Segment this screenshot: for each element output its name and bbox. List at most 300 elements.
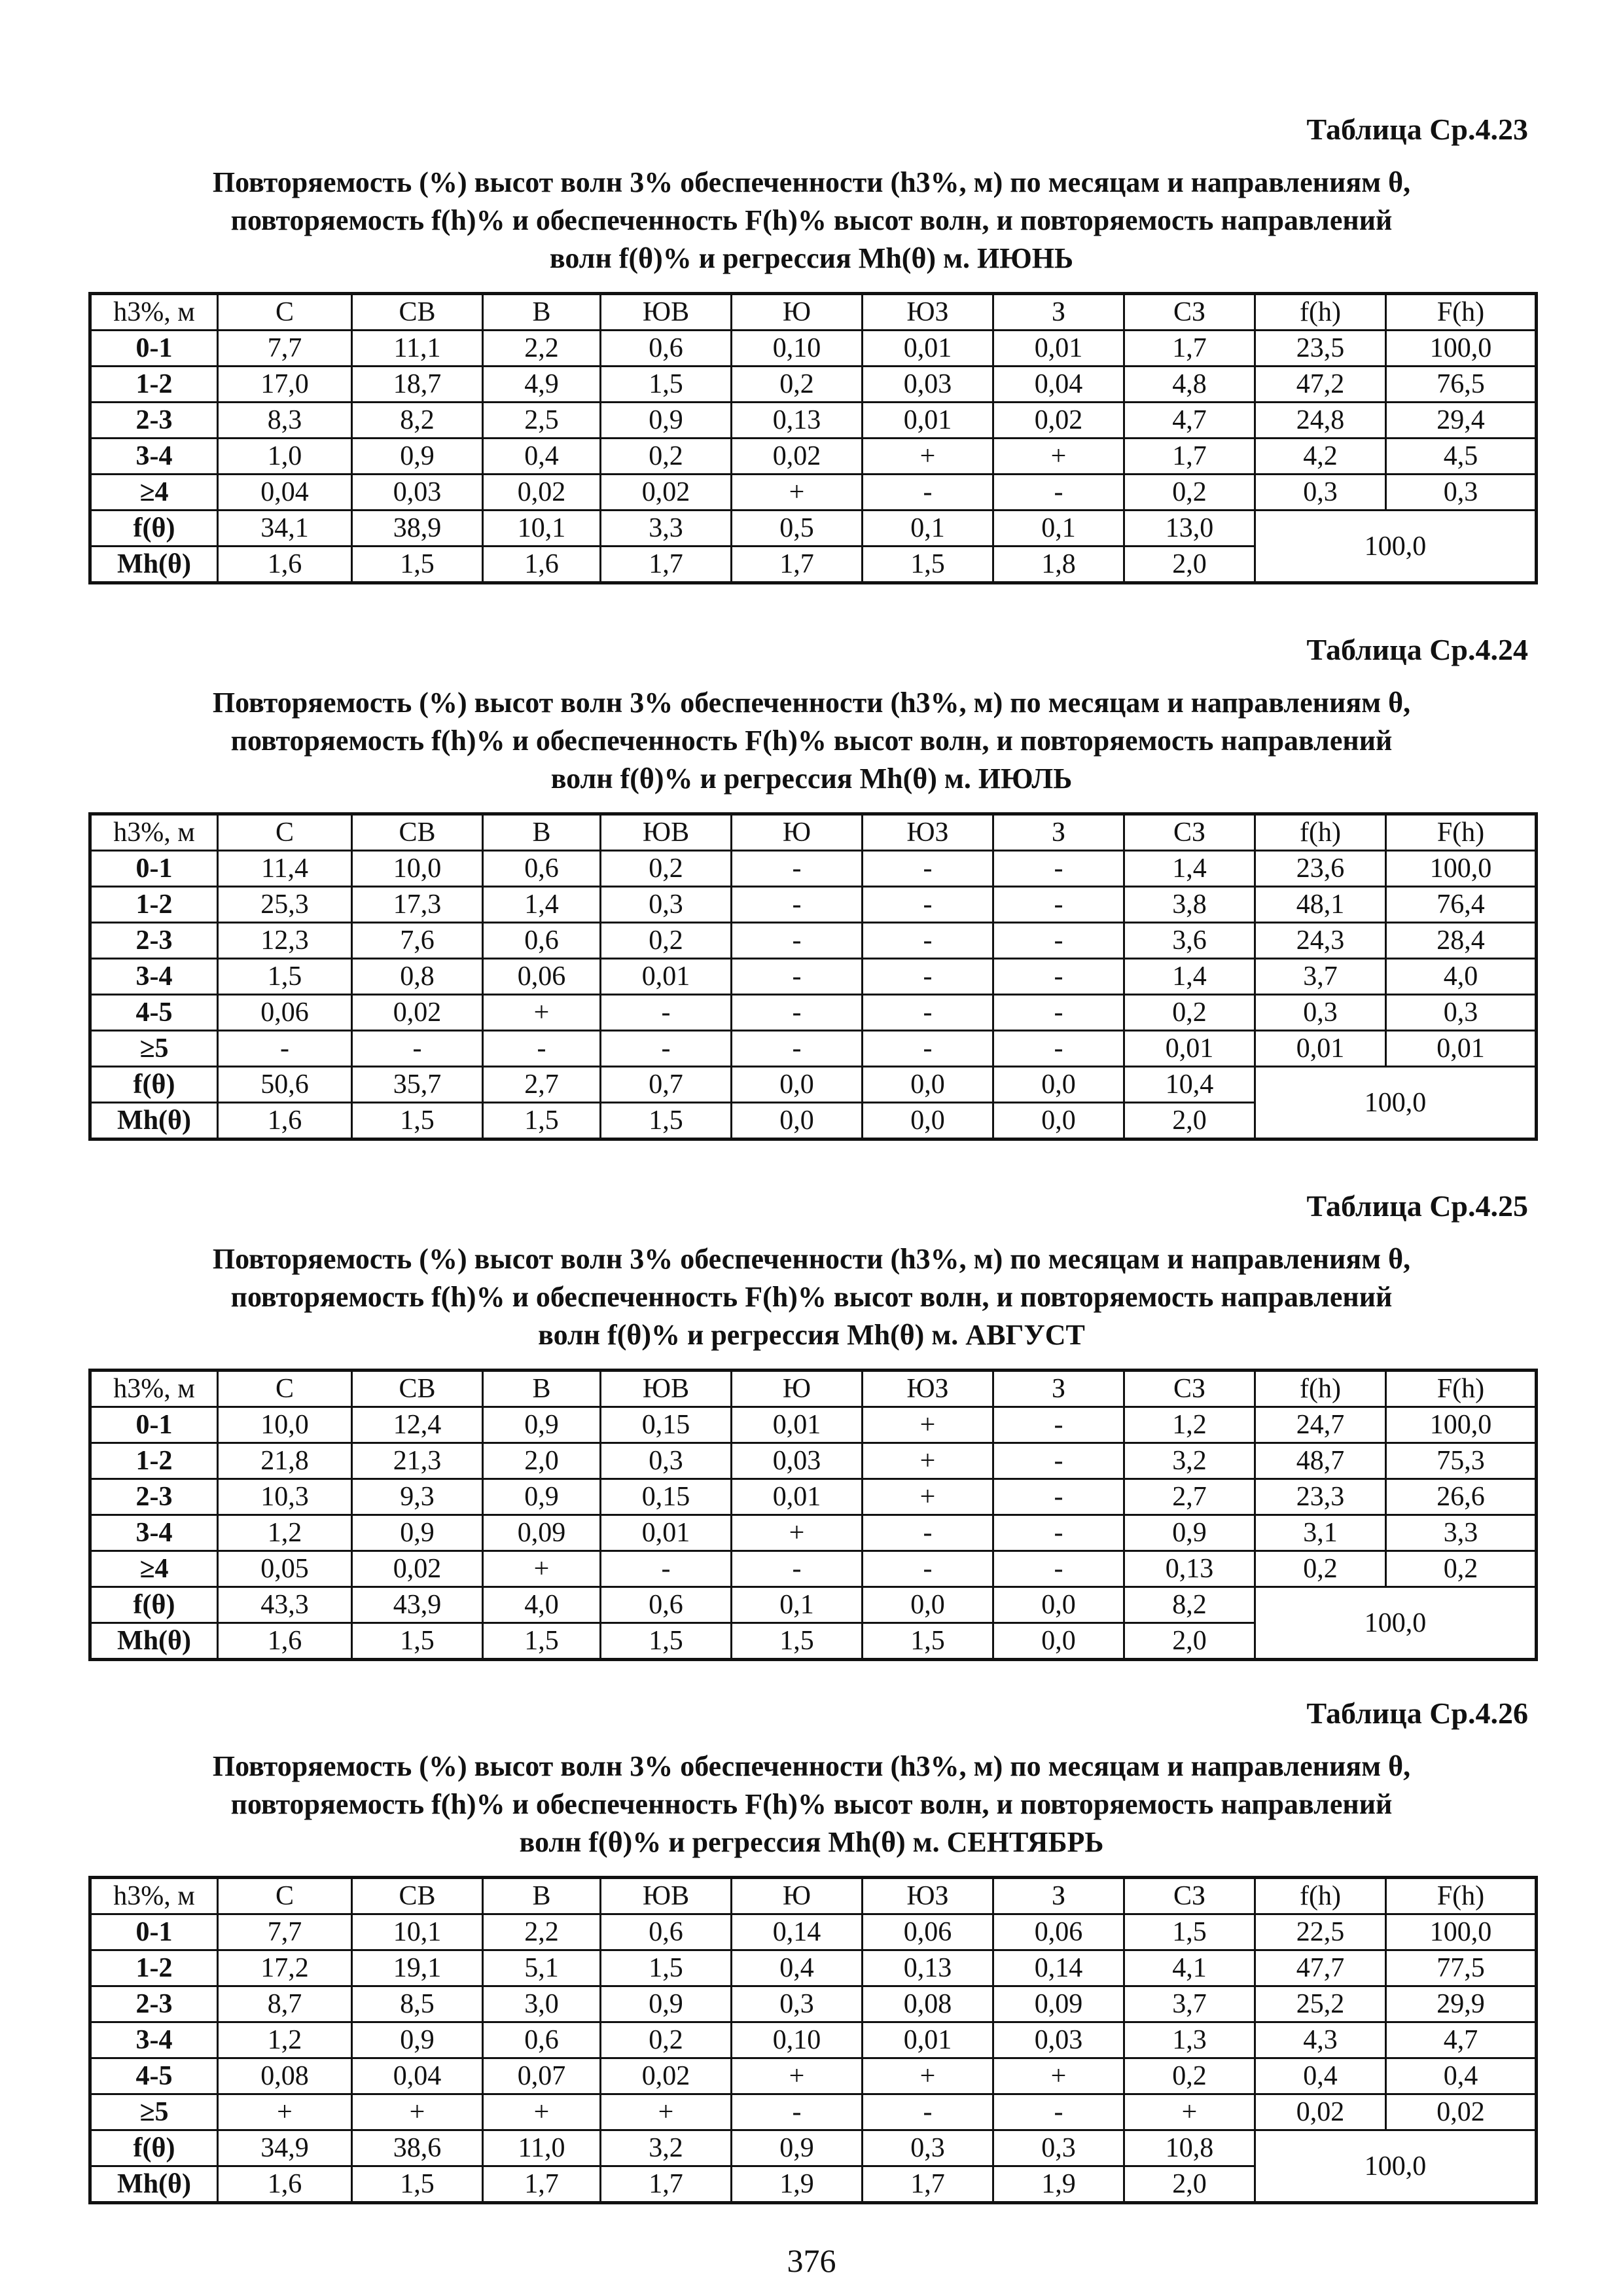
table-cell: 4,7 <box>1124 403 1255 439</box>
row-label: 0-1 <box>90 1407 218 1443</box>
table-row <box>90 1950 1537 1986</box>
table-cell: 0,3 <box>993 2130 1124 2166</box>
table-cell: 1,7 <box>1124 439 1255 475</box>
table-cell: 0,0 <box>732 1103 863 1139</box>
table-cell: 1,5 <box>483 1623 601 1660</box>
column-header: СЗ <box>1124 1371 1255 1407</box>
table-caption <box>88 1748 1535 1861</box>
table-cell: 0,4 <box>1386 2058 1537 2094</box>
table-cell: 0,13 <box>863 1950 993 1986</box>
column-header: Ю <box>732 1371 863 1407</box>
table-cell: 0,10 <box>732 331 863 367</box>
table-cell: 18,7 <box>352 367 483 403</box>
table-cell: 25,3 <box>218 887 352 923</box>
table-cell: 2,0 <box>483 1443 601 1479</box>
table-caption <box>88 164 1535 278</box>
table-cell: 10,0 <box>352 851 483 887</box>
table-cell: 1,4 <box>1124 851 1255 887</box>
table-row <box>90 1479 1537 1515</box>
table-cell: - <box>993 1407 1124 1443</box>
table-cell: 0,2 <box>601 439 732 475</box>
table-cell: 0,02 <box>732 439 863 475</box>
table-cell: 0,2 <box>1255 1551 1386 1587</box>
table-cell: 43,3 <box>218 1587 352 1623</box>
table-cell: 2,2 <box>483 1914 601 1950</box>
table-cell: 0,2 <box>601 2022 732 2058</box>
table-cell: 0,3 <box>601 1443 732 1479</box>
table-cell: 0,06 <box>483 959 601 995</box>
table-cell: 0,02 <box>1255 2094 1386 2130</box>
table-cell: 0,3 <box>732 1986 863 2022</box>
table-cell: 0,0 <box>863 1103 993 1139</box>
table-cell: 0,10 <box>732 2022 863 2058</box>
table-cell: 0,7 <box>601 1067 732 1103</box>
table-cell: 0,3 <box>1255 995 1386 1031</box>
table-cell: 47,7 <box>1255 1950 1386 1986</box>
caption-line: повторяемость f(h)% и обеспеченность F(h)% высот волн, и повторяемость направлений <box>230 725 1393 757</box>
table-row <box>90 475 1537 511</box>
row-label: f(θ) <box>90 511 218 547</box>
table-cell: + <box>993 439 1124 475</box>
column-header: З <box>993 1878 1124 1914</box>
row-label: 2-3 <box>90 923 218 959</box>
table-label: Таблица Ср.4.25 <box>1306 1189 1528 1223</box>
table-cell: 1,6 <box>218 1623 352 1660</box>
row-label: 3-4 <box>90 439 218 475</box>
table-cell: 1,4 <box>1124 959 1255 995</box>
caption-line: волн f(θ)% и регрессия Mh(θ) м. ИЮЛЬ <box>550 762 1073 795</box>
row-label: f(θ) <box>90 2130 218 2166</box>
table-cell: 50,6 <box>218 1067 352 1103</box>
table-cell: 3,2 <box>1124 1443 1255 1479</box>
table-cell: 0,2 <box>1124 995 1255 1031</box>
table-cell: 23,6 <box>1255 851 1386 887</box>
table-cell: 1,5 <box>483 1103 601 1139</box>
header-row <box>90 1371 1537 1407</box>
table-cell: - <box>732 995 863 1031</box>
caption-line: волн f(θ)% и регрессия Mh(θ) м. СЕНТЯБРЬ <box>519 1826 1104 1858</box>
row-label: 1-2 <box>90 1443 218 1479</box>
caption-line: Повторяемость (%) высот волн 3% обеспеченности (h3%, м) по месяцам и направлениям θ, <box>212 1243 1411 1275</box>
total-cell: 100,0 <box>1255 1587 1537 1660</box>
column-header: В <box>483 1371 601 1407</box>
table-cell: 29,9 <box>1386 1986 1537 2022</box>
table-cell: 34,9 <box>218 2130 352 2166</box>
column-header: ЮВ <box>601 814 732 851</box>
table-cell: - <box>732 851 863 887</box>
table-cell: 0,02 <box>483 475 601 511</box>
table-label: Таблица Ср.4.23 <box>1306 113 1528 146</box>
table-cell: + <box>218 2094 352 2130</box>
caption-line: повторяемость f(h)% и обеспеченность F(h)% высот волн, и повторяемость направлений <box>230 1281 1393 1313</box>
column-header: З <box>993 294 1124 331</box>
table-cell: 0,9 <box>352 439 483 475</box>
table-cell: 3,2 <box>601 2130 732 2166</box>
table-cell: 0,07 <box>483 2058 601 2094</box>
column-header: Ю <box>732 814 863 851</box>
column-header: h3%, м <box>90 294 218 331</box>
table-cell: 26,6 <box>1386 1479 1537 1515</box>
table-cell: 0,4 <box>732 1950 863 1986</box>
column-header: F(h) <box>1386 1371 1537 1407</box>
row-label: 3-4 <box>90 1515 218 1551</box>
table-cell: 2,0 <box>1124 2166 1255 2203</box>
table-cell: 3,7 <box>1255 959 1386 995</box>
f-theta-row <box>90 1587 1537 1623</box>
table-cell: 0,13 <box>732 403 863 439</box>
table-cell: + <box>732 1515 863 1551</box>
table-cell: 8,5 <box>352 1986 483 2022</box>
table-cell: 7,7 <box>218 1914 352 1950</box>
table-cell: 0,03 <box>993 2022 1124 2058</box>
table-cell: 1,5 <box>352 2166 483 2203</box>
table-cell: 1,5 <box>352 547 483 583</box>
table-cell: 2,5 <box>483 403 601 439</box>
column-header: ЮЗ <box>863 814 993 851</box>
table-cell: 5,1 <box>483 1950 601 1986</box>
table-cell: 1,5 <box>732 1623 863 1660</box>
table-cell: 28,4 <box>1386 923 1537 959</box>
column-header: З <box>993 1371 1124 1407</box>
table-cell: 11,1 <box>352 331 483 367</box>
table-cell: 2,0 <box>1124 1623 1255 1660</box>
column-header: СВ <box>352 1371 483 1407</box>
table-cell: 1,2 <box>1124 1407 1255 1443</box>
table-cell: 0,2 <box>732 367 863 403</box>
table-cell: 0,01 <box>863 403 993 439</box>
row-label: 4-5 <box>90 2058 218 2094</box>
table-cell: 21,3 <box>352 1443 483 1479</box>
table-cell: - <box>993 887 1124 923</box>
header-row <box>90 814 1537 851</box>
table-cell: 100,0 <box>1386 1914 1537 1950</box>
column-header: ЮВ <box>601 294 732 331</box>
table-cell: 10,4 <box>1124 1067 1255 1103</box>
table-cell: + <box>732 475 863 511</box>
column-header: С <box>218 1371 352 1407</box>
table-cell: - <box>732 1031 863 1067</box>
column-header: СВ <box>352 814 483 851</box>
table-cell: 0,09 <box>483 1515 601 1551</box>
table-cell: 7,7 <box>218 331 352 367</box>
table-cell: 0,6 <box>483 923 601 959</box>
column-header: С <box>218 294 352 331</box>
row-label: Mh(θ) <box>90 1103 218 1139</box>
caption-line: волн f(θ)% и регрессия Mh(θ) м. ИЮНЬ <box>549 242 1074 274</box>
table-block <box>88 111 1535 584</box>
table-cell: 1,6 <box>218 2166 352 2203</box>
wave-table <box>88 1369 1538 1661</box>
column-header: h3%, м <box>90 1371 218 1407</box>
table-cell: - <box>732 923 863 959</box>
column-header: F(h) <box>1386 814 1537 851</box>
row-label: 1-2 <box>90 1950 218 1986</box>
table-cell: 0,1 <box>732 1587 863 1623</box>
table-cell: 1,5 <box>601 1623 732 1660</box>
table-cell: 1,5 <box>601 1103 732 1139</box>
table-cell: 0,02 <box>352 1551 483 1587</box>
row-label: 3-4 <box>90 959 218 995</box>
table-cell: 0,01 <box>1255 1031 1386 1067</box>
table-cell: 38,9 <box>352 511 483 547</box>
column-header: ЮЗ <box>863 294 993 331</box>
table-cell: 1,5 <box>352 1623 483 1660</box>
column-header: ЮВ <box>601 1371 732 1407</box>
table-cell: 0,02 <box>601 2058 732 2094</box>
table-cell: 3,0 <box>483 1986 601 2022</box>
table-cell: 48,1 <box>1255 887 1386 923</box>
table-cell: + <box>483 995 601 1031</box>
row-label: 1-2 <box>90 367 218 403</box>
table-cell: - <box>863 1031 993 1067</box>
table-cell: 2,0 <box>1124 547 1255 583</box>
table-cell: 12,3 <box>218 923 352 959</box>
table-cell: 4,8 <box>1124 367 1255 403</box>
table-cell: 3,7 <box>1124 1986 1255 2022</box>
column-header: СВ <box>352 1878 483 1914</box>
table-row <box>90 2022 1537 2058</box>
column-header: С <box>218 814 352 851</box>
table-row <box>90 923 1537 959</box>
table-cell: 1,4 <box>483 887 601 923</box>
table-cell: 0,0 <box>863 1587 993 1623</box>
column-header: Ю <box>732 1878 863 1914</box>
header-row <box>90 1878 1537 1914</box>
table-cell: + <box>483 2094 601 2130</box>
table-cell: 0,2 <box>1386 1551 1537 1587</box>
table-cell: 0,15 <box>601 1407 732 1443</box>
table-row <box>90 887 1537 923</box>
table-cell: - <box>732 1551 863 1587</box>
column-header: З <box>993 814 1124 851</box>
column-header: СЗ <box>1124 294 1255 331</box>
table-cell: 0,6 <box>601 1914 732 1950</box>
table-cell: 3,6 <box>1124 923 1255 959</box>
table-cell: 0,02 <box>993 403 1124 439</box>
table-cell: 75,3 <box>1386 1443 1537 1479</box>
table-cell: 4,9 <box>483 367 601 403</box>
table-cell: 0,02 <box>352 995 483 1031</box>
column-header: СЗ <box>1124 814 1255 851</box>
column-header: F(h) <box>1386 294 1537 331</box>
table-cell: 0,0 <box>732 1067 863 1103</box>
row-label: ≥4 <box>90 475 218 511</box>
table-cell: 0,01 <box>1124 1031 1255 1067</box>
f-theta-row <box>90 511 1537 547</box>
table-cell: 1,7 <box>863 2166 993 2203</box>
row-label: 1-2 <box>90 887 218 923</box>
table-row <box>90 995 1537 1031</box>
table-cell: + <box>483 1551 601 1587</box>
table-cell: 0,0 <box>993 1623 1124 1660</box>
table-cell: 0,8 <box>352 959 483 995</box>
row-label: Mh(θ) <box>90 2166 218 2203</box>
table-cell: 24,3 <box>1255 923 1386 959</box>
table-cell: 1,7 <box>732 547 863 583</box>
table-cell: 1,5 <box>601 367 732 403</box>
table-cell: + <box>863 1407 993 1443</box>
table-cell: 17,0 <box>218 367 352 403</box>
table-cell: 0,03 <box>352 475 483 511</box>
table-cell: 2,2 <box>483 331 601 367</box>
table-cell: 0,0 <box>993 1587 1124 1623</box>
table-cell: 0,04 <box>993 367 1124 403</box>
table-cell: 0,3 <box>863 2130 993 2166</box>
table-cell: 19,1 <box>352 1950 483 1986</box>
table-cell: + <box>863 1443 993 1479</box>
table-cell: 0,9 <box>483 1407 601 1443</box>
table-cell: 0,09 <box>993 1986 1124 2022</box>
table-cell: 3,3 <box>601 511 732 547</box>
table-cell: 0,9 <box>732 2130 863 2166</box>
row-label: 0-1 <box>90 1914 218 1950</box>
table-cell: - <box>863 923 993 959</box>
f-theta-row <box>90 2130 1537 2166</box>
table-cell: 23,5 <box>1255 331 1386 367</box>
table-cell: 22,5 <box>1255 1914 1386 1950</box>
table-cell: 2,0 <box>1124 1103 1255 1139</box>
table-cell: + <box>732 2058 863 2094</box>
table-row <box>90 1551 1537 1587</box>
table-cell: 1,0 <box>218 439 352 475</box>
table-cell: 4,1 <box>1124 1950 1255 1986</box>
table-cell: 0,5 <box>732 511 863 547</box>
table-cell: 0,9 <box>601 1986 732 2022</box>
table-label: Таблица Ср.4.24 <box>1306 633 1528 666</box>
column-header: СЗ <box>1124 1878 1255 1914</box>
table-cell: 0,0 <box>993 1067 1124 1103</box>
table-cell: - <box>863 851 993 887</box>
table-cell: 1,5 <box>863 1623 993 1660</box>
table-cell: 0,08 <box>863 1986 993 2022</box>
row-label: ≥4 <box>90 1551 218 1587</box>
table-cell: 4,7 <box>1386 2022 1537 2058</box>
row-label: Mh(θ) <box>90 547 218 583</box>
column-header: ЮЗ <box>863 1371 993 1407</box>
table-cell: 0,3 <box>601 887 732 923</box>
table-cell: 1,6 <box>218 547 352 583</box>
table-cell: - <box>993 475 1124 511</box>
table-cell: - <box>601 1551 732 1587</box>
table-cell: 0,4 <box>1255 2058 1386 2094</box>
table-cell: 1,6 <box>483 547 601 583</box>
table-cell: 0,15 <box>601 1479 732 1515</box>
table-row <box>90 331 1537 367</box>
table-cell: 1,3 <box>1124 2022 1255 2058</box>
table-cell: + <box>863 439 993 475</box>
table-cell: 1,6 <box>218 1103 352 1139</box>
table-cell: + <box>863 2058 993 2094</box>
table-cell: 0,0 <box>993 1103 1124 1139</box>
row-label: 4-5 <box>90 995 218 1031</box>
table-cell: 4,0 <box>1386 959 1537 995</box>
table-cell: 43,9 <box>352 1587 483 1623</box>
table-cell: - <box>863 2094 993 2130</box>
table-cell: 1,7 <box>483 2166 601 2203</box>
table-cell: 0,9 <box>352 2022 483 2058</box>
table-cell: 8,2 <box>352 403 483 439</box>
table-cell: 0,02 <box>601 475 732 511</box>
table-cell: 25,2 <box>1255 1986 1386 2022</box>
table-cell: 13,0 <box>1124 511 1255 547</box>
table-row <box>90 851 1537 887</box>
table-cell: 0,14 <box>993 1950 1124 1986</box>
table-cell: 0,01 <box>863 2022 993 2058</box>
table-cell: 24,8 <box>1255 403 1386 439</box>
table-cell: 0,08 <box>218 2058 352 2094</box>
column-header: f(h) <box>1255 814 1386 851</box>
table-row <box>90 1031 1537 1067</box>
wave-table <box>88 292 1538 584</box>
table-cell: 21,8 <box>218 1443 352 1479</box>
table-cell: - <box>993 995 1124 1031</box>
table-cell: 0,3 <box>1386 995 1537 1031</box>
row-label: 0-1 <box>90 851 218 887</box>
table-cell: 4,3 <box>1255 2022 1386 2058</box>
caption-line: Повторяемость (%) высот волн 3% обеспеченности (h3%, м) по месяцам и направлениям θ, <box>212 166 1411 198</box>
table-cell: 0,6 <box>601 1587 732 1623</box>
table-cell: 12,4 <box>352 1407 483 1443</box>
table-cell: + <box>993 2058 1124 2094</box>
caption-line: повторяемость f(h)% и обеспеченность F(h)% высот волн, и повторяемость направлений <box>230 204 1393 236</box>
table-cell: 38,6 <box>352 2130 483 2166</box>
table-cell: 0,1 <box>993 511 1124 547</box>
table-row <box>90 2094 1537 2130</box>
table-cell: - <box>993 1443 1124 1479</box>
row-label: f(θ) <box>90 1587 218 1623</box>
table-cell: 0,06 <box>863 1914 993 1950</box>
table-cell: - <box>601 1031 732 1067</box>
row-label: 3-4 <box>90 2022 218 2058</box>
table-block <box>88 632 1535 1141</box>
table-cell: 34,1 <box>218 511 352 547</box>
table-cell: 1,7 <box>1124 331 1255 367</box>
table-block <box>88 1695 1535 2204</box>
table-cell: 10,1 <box>483 511 601 547</box>
table-cell: 0,14 <box>732 1914 863 1950</box>
total-cell: 100,0 <box>1255 511 1537 583</box>
table-cell: 76,5 <box>1386 367 1537 403</box>
table-cell: + <box>601 2094 732 2130</box>
table-cell: 11,4 <box>218 851 352 887</box>
table-cell: 1,2 <box>218 2022 352 2058</box>
table-cell: 7,6 <box>352 923 483 959</box>
table-cell: - <box>483 1031 601 1067</box>
table-cell: 0,01 <box>863 331 993 367</box>
table-cell: 2,7 <box>483 1067 601 1103</box>
column-header: С <box>218 1878 352 1914</box>
table-cell: 0,9 <box>601 403 732 439</box>
table-cell: 0,2 <box>1124 475 1255 511</box>
table-cell: 0,05 <box>218 1551 352 1587</box>
table-row <box>90 439 1537 475</box>
table-cell: 0,9 <box>1124 1515 1255 1551</box>
table-row <box>90 1914 1537 1950</box>
table-cell: 100,0 <box>1386 851 1537 887</box>
column-header: СВ <box>352 294 483 331</box>
table-cell: - <box>993 1515 1124 1551</box>
table-cell: - <box>352 1031 483 1067</box>
table-cell: 76,4 <box>1386 887 1537 923</box>
table-cell: 10,1 <box>352 1914 483 1950</box>
row-label: ≥5 <box>90 1031 218 1067</box>
table-row <box>90 959 1537 995</box>
table-cell: 29,4 <box>1386 403 1537 439</box>
column-header: ЮВ <box>601 1878 732 1914</box>
row-label: ≥5 <box>90 2094 218 2130</box>
table-cell: - <box>863 887 993 923</box>
column-header: В <box>483 814 601 851</box>
